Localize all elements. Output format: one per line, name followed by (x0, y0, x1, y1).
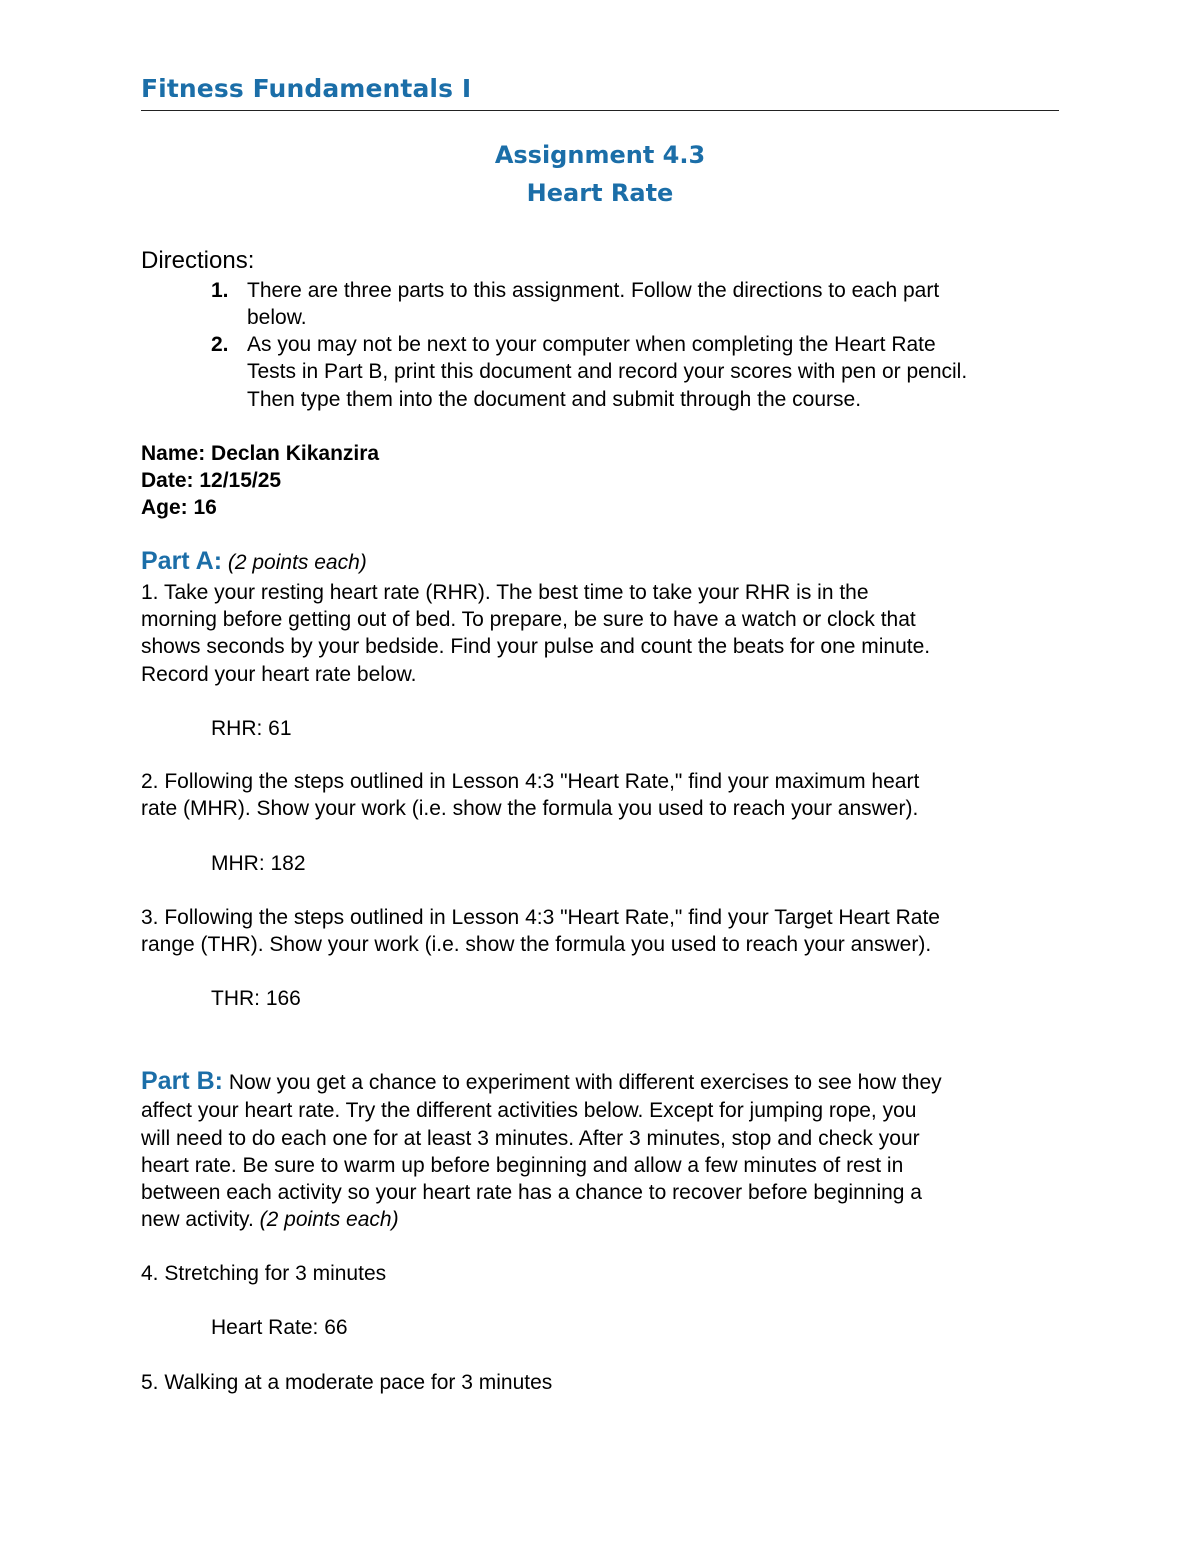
q1-line-1: 1. Take your resting heart rate (RHR). The best time to take your RHR is in the (141, 581, 869, 604)
thr-answer: THR: 166 (211, 987, 301, 1010)
q3-line-2: range (THR). Show your work (i.e. show the formula you used to reach your answer). (141, 933, 932, 956)
q2-line-2: rate (MHR). Show your work (i.e. show the formula you used to reach your answer). (141, 797, 919, 820)
rhr-answer: RHR: 61 (211, 717, 292, 740)
assignment-title: Assignment 4.3 (494, 141, 706, 169)
direction-1-line-1: There are three parts to this assignment. Follow the directions to each part (247, 279, 940, 302)
student-age: Age: 16 (141, 496, 217, 519)
student-name: Name: Declan Kikanzira (141, 442, 380, 465)
header-divider (141, 110, 1059, 111)
q4-answer: Heart Rate: 66 (211, 1316, 348, 1339)
q2-line-1: 2. Following the steps outlined in Lesson 4:3 "Heart Rate," find your maximum heart (141, 770, 920, 793)
q1-line-2: morning before getting out of bed. To prepare, be sure to have a watch or clock that (141, 608, 916, 631)
q5-question: 5. Walking at a moderate pace for 3 minutes (141, 1371, 553, 1394)
part-b-intro-line-1 (141, 1068, 942, 1096)
q3-line-1: 3. Following the steps outlined in Lesson 4:3 "Heart Rate," find your Target Heart Rate (141, 906, 940, 929)
course-title: Fitness Fundamentals I (141, 74, 472, 103)
direction-2-line-2: Tests in Part B, print this document and record your scores with pen or pencil. (247, 360, 968, 383)
part-b-intro-line-3: will need to do each one for at least 3 minutes. After 3 minutes, stop and check your (141, 1127, 920, 1150)
part-a-label: Part A: (141, 547, 223, 575)
direction-2-line-1: As you may not be next to your computer when completing the Heart Rate (247, 333, 936, 356)
assignment-subject: Heart Rate (526, 179, 674, 207)
part-a-points: (2 points each) (227, 551, 367, 574)
part-b-points: (2 points each) (259, 1208, 399, 1231)
part-b-intro-line-5: between each activity so your heart rate has a chance to recover before beginning a (141, 1181, 922, 1204)
part-b-intro-first: Now you get a chance to experiment with different exercises to see how they (228, 1071, 942, 1094)
mhr-answer: MHR: 182 (211, 852, 306, 875)
directions-heading: Directions: (141, 247, 255, 274)
student-date: Date: 12/15/25 (141, 469, 282, 492)
direction-number-1: 1. (211, 279, 229, 302)
direction-2-line-3: Then type them into the document and submit through the course. (247, 388, 862, 411)
q1-line-3: shows seconds by your bedside. Find your pulse and count the beats for one minute. (141, 635, 931, 658)
direction-1-line-2: below. (247, 306, 307, 329)
part-b-intro-line-6 (141, 1206, 399, 1233)
part-b-intro-line-4: heart rate. Be sure to warm up before beginning and allow a few minutes of rest in (141, 1154, 904, 1177)
part-a-heading (141, 548, 367, 576)
direction-number-2: 2. (211, 333, 229, 356)
part-b-intro-last: new activity. (141, 1208, 254, 1231)
part-b-intro-line-2: affect your heart rate. Try the different activities below. Except for jumping rope, you (141, 1099, 917, 1122)
q4-question: 4. Stretching for 3 minutes (141, 1262, 387, 1285)
q1-line-4: Record your heart rate below. (141, 663, 417, 686)
part-b-label: Part B: (141, 1067, 223, 1095)
